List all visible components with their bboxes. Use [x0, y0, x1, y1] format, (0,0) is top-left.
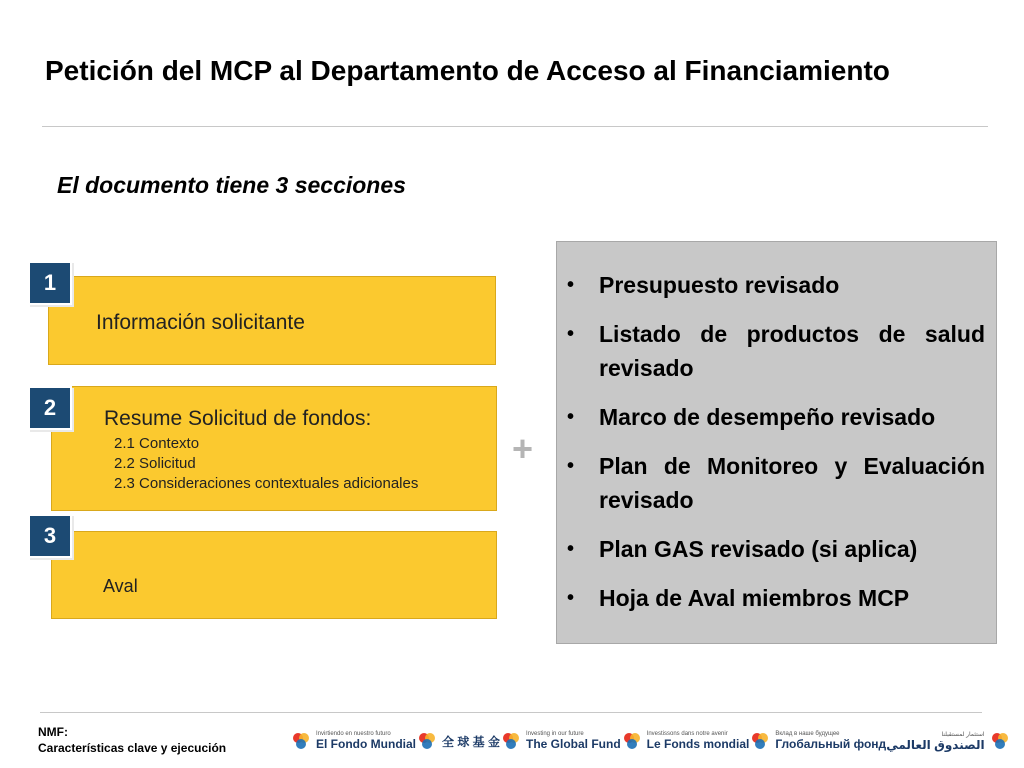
section-2-sublist — [114, 434, 418, 494]
list-item-text: Plan GAS revisado (si aplica) — [599, 536, 918, 562]
global-fund-mark-icon — [989, 730, 1011, 752]
list-item-text: Listado de productos de salud revisado — [599, 321, 985, 381]
footer-label — [38, 724, 226, 756]
page-title: Petición del MCP al Departamento de Acceso al Financiamiento — [45, 55, 890, 86]
list-item — [567, 400, 985, 434]
bullet-icon: • — [567, 538, 575, 560]
title-divider — [42, 126, 988, 127]
logo-tagline: Investissons dans notre avenir — [646, 731, 728, 737]
logo-ru — [749, 730, 886, 752]
bullet-icon: • — [567, 587, 575, 609]
list-item-text: Hoja de Aval miembros MCP — [599, 585, 910, 611]
section-1-badge: 1 — [28, 261, 72, 305]
logo-name: Глобальный фонд — [775, 737, 887, 751]
logo-tagline: Investing in our future — [526, 731, 584, 737]
logo-tagline: Вклад в наше будущее — [775, 731, 840, 737]
revised-documents-list — [567, 268, 985, 630]
list-item — [567, 581, 985, 615]
list-item — [567, 532, 985, 566]
bullet-icon: • — [567, 274, 575, 296]
revised-documents-panel — [556, 241, 997, 644]
list-item-text: Marco de desempeño revisado — [599, 404, 936, 430]
logo-name: The Global Fund — [526, 737, 621, 751]
global-fund-logos — [290, 722, 990, 760]
footer-line-2: Características clave y ejecución — [38, 741, 227, 755]
subtitle: El documento tiene 3 secciones — [57, 172, 406, 198]
section-2-badge: 2 — [28, 386, 72, 430]
logo-fr — [621, 730, 750, 752]
global-fund-mark-icon — [416, 730, 438, 752]
global-fund-mark-icon — [290, 730, 312, 752]
plus-sign: + — [512, 428, 534, 469]
bullet-icon: • — [567, 455, 575, 477]
section-3-box — [51, 531, 497, 619]
section-1-label: Información solicitante — [96, 311, 305, 334]
bullet-icon: • — [567, 406, 575, 428]
section-1-box — [48, 276, 496, 365]
logo-en — [500, 730, 621, 752]
global-fund-mark-icon — [500, 730, 522, 752]
logo-ar — [886, 730, 1010, 752]
list-item-text: Presupuesto revisado — [599, 272, 840, 298]
list-item-text: Plan de Monitoreo y Evaluación revisado — [599, 453, 985, 513]
sublist-item: 2.2 Solicitud — [114, 455, 196, 472]
global-fund-mark-icon — [749, 730, 771, 752]
logo-name: Le Fonds mondial — [646, 737, 750, 751]
list-item — [567, 449, 985, 517]
logo-name: 全 球 基 金 — [441, 734, 500, 749]
logo-tagline: Invirtiendo en nuestro futuro — [316, 731, 391, 737]
bullet-icon: • — [567, 323, 575, 345]
section-2-box — [51, 386, 497, 511]
logo-name: الصندوق العالمي — [886, 737, 985, 752]
global-fund-mark-icon — [621, 730, 643, 752]
sublist-item: 2.3 Consideraciones contextuales adicionales — [114, 475, 419, 492]
footer-divider — [40, 712, 982, 713]
section-2-label: Resume Solicitud de fondos: — [104, 407, 372, 430]
list-item — [567, 268, 985, 302]
footer-line-1: NMF: — [38, 725, 68, 739]
sublist-item: 2.1 Contexto — [114, 435, 200, 452]
section-3-label: Aval — [103, 576, 138, 596]
list-item — [567, 317, 985, 385]
section-3-badge: 3 — [28, 514, 72, 558]
logo-name: El Fondo Mundial — [316, 737, 416, 751]
logo-es — [290, 730, 416, 752]
logo-zh — [416, 730, 500, 752]
logo-tagline: استثمار لمستقبلنا — [941, 731, 985, 738]
